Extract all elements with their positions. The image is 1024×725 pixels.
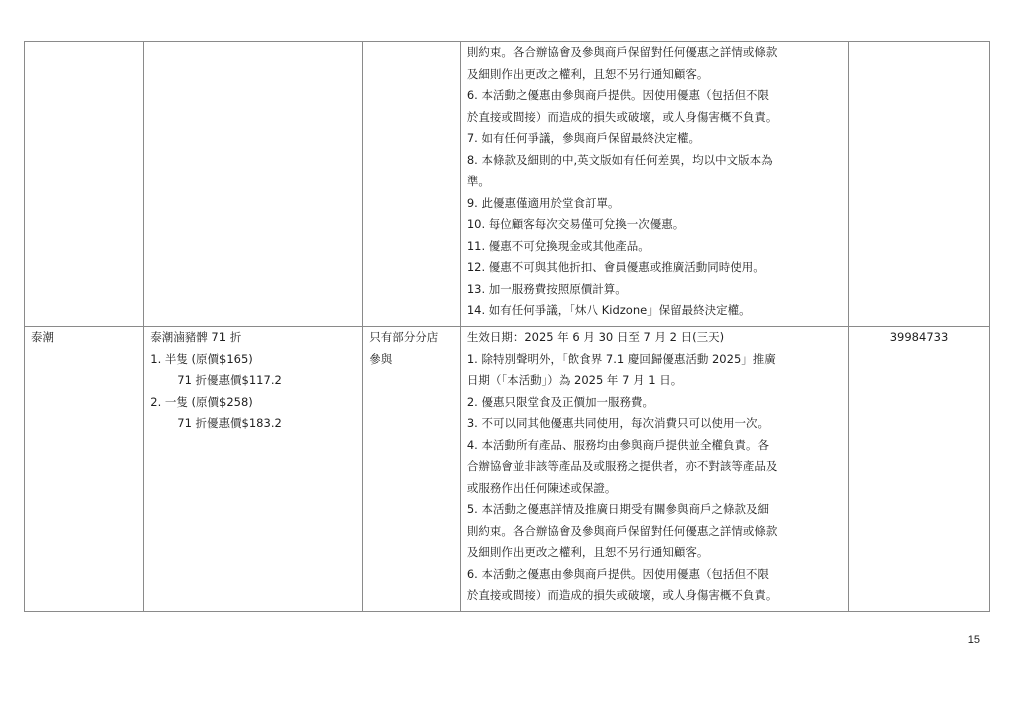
offers-table <box>24 41 990 612</box>
offer-item-label: 1. 半隻 (原價$165) <box>150 351 253 366</box>
merchant-name: 泰潮 <box>31 330 54 344</box>
offer-item-label: 2. 一隻 (原價$258) <box>150 394 253 409</box>
participation-text: 只有部分分店 <box>369 330 439 344</box>
phone-number: 39984733 <box>889 330 949 344</box>
participation-text: 參與 <box>369 351 393 366</box>
offer-title: 泰潮滷豬髀 71 折 <box>150 330 242 344</box>
table-row <box>25 327 990 612</box>
terms-line: 或服務作出任何陳述或保證。 <box>466 480 617 495</box>
terms-line: 9. 此優惠僅適用於堂食訂單。 <box>466 195 620 210</box>
table-row <box>25 42 990 327</box>
merchant-name-cell <box>25 327 144 612</box>
terms-line: 1. 除特別聲明外，「飲食界 7.1 慶回歸優惠活動 2025」推廣 <box>466 351 776 366</box>
offer-cell <box>144 42 363 327</box>
terms-line: 8. 本條款及細則的中,英文版如有任何差異，均以中文版本為 <box>466 152 773 167</box>
terms-line: 於直接或間接）而造成的損失或破壞，或人身傷害概不負責。 <box>466 588 778 602</box>
terms-line: 準。 <box>466 174 490 188</box>
terms-line: 則約束。各合辦協會及參與商戶保留對任何優惠之詳情或條款 <box>466 523 778 538</box>
terms-line: 4. 本活動所有產品、服務均由參與商戶提供並全權負責。各 <box>466 437 769 452</box>
terms-line: 11. 優惠不可兌換現金或其他產品。 <box>466 238 650 253</box>
phone-cell <box>849 42 990 327</box>
participation-cell <box>363 42 461 327</box>
terms-line: 6. 本活動之優惠由參與商戶提供。因使用優惠（包括但不限 <box>466 566 769 581</box>
terms-line: 3. 不可以同其他優惠共同使用，每次消費只可以使用一次。 <box>466 416 769 430</box>
offer-item-discount: 71 折優惠價$117.2 <box>177 373 282 387</box>
terms-line: 13. 加一服務費按照原價計算。 <box>466 281 627 296</box>
phone-cell <box>849 327 990 612</box>
offer-item-discount: 71 折優惠價$183.2 <box>177 416 282 430</box>
participation-cell <box>363 327 461 612</box>
terms-line: 12. 優惠不可與其他折扣、會員優惠或推廣活動同時使用。 <box>466 260 765 274</box>
terms-line: 合辦協會並非該等產品及或服務之提供者，亦不對該等產品及 <box>466 459 778 473</box>
terms-cell <box>460 327 848 612</box>
terms-line: 日期（「本活動」）為 2025 年 7 月 1 日。 <box>466 373 683 387</box>
terms-line: 14. 如有任何爭議，「炑八 Kidzone」保留最終決定權。 <box>466 303 751 317</box>
terms-line: 及細則作出更改之權利，且恕不另行通知顧客。 <box>466 66 709 81</box>
page-number: 15 <box>967 634 980 646</box>
terms-line: 7. 如有任何爭議，參與商戶保留最終決定權。 <box>466 131 700 145</box>
terms-cell <box>460 42 848 327</box>
terms-line: 及細則作出更改之權利，且恕不另行通知顧客。 <box>466 545 709 559</box>
terms-line: 則約束。各合辦協會及參與商戶保留對任何優惠之詳情或條款 <box>466 45 778 59</box>
terms-line: 5. 本活動之優惠詳情及推廣日期受有關參與商戶之條款及細 <box>466 502 769 516</box>
terms-line: 2. 優惠只限堂食及正價加一服務費。 <box>466 394 654 409</box>
terms-line: 生效日期：2025 年 6 月 30 日至 7 月 2 日(三天) <box>466 330 725 344</box>
merchant-name-cell <box>25 42 144 327</box>
terms-line: 6. 本活動之優惠由參與商戶提供。因使用優惠（包括但不限 <box>466 88 769 102</box>
terms-line: 於直接或間接）而造成的損失或破壞，或人身傷害概不負責。 <box>466 109 778 124</box>
offer-cell <box>144 327 363 612</box>
terms-line: 10. 每位顧客每次交易僅可兌換一次優惠。 <box>466 217 685 231</box>
